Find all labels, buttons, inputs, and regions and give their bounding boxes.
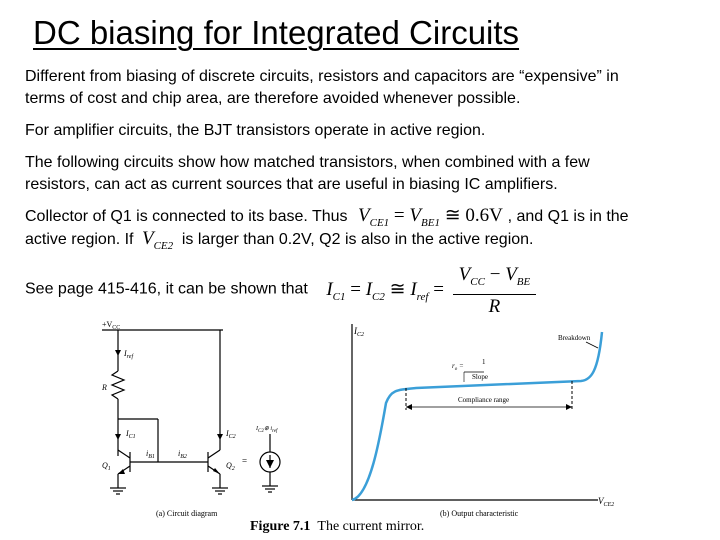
current-source-label: $I_{C2}\oplus$ $i_{ref}$ xyxy=(256,426,278,434)
x-axis-label: $V_{CE2}$ xyxy=(598,496,615,508)
equation-current-mirror: $I_{C1} = I_{C2}$ ≅ $I_{ref}$ = $\frac{V_{CC} - V_{BE}}{R}$ xyxy=(326,279,536,300)
iref-label: $I_{ref}$ xyxy=(124,349,134,360)
output-characteristic-curve xyxy=(352,332,602,500)
q1-label: $Q_1$ xyxy=(102,461,111,472)
figure-number: Figure 7.1 xyxy=(250,519,311,534)
equivalence-sign: = xyxy=(242,456,248,466)
ro-label: $r_o$ = xyxy=(452,362,464,372)
ic1-label: $I_{C1}$ xyxy=(126,429,136,440)
current-mirror-circuit-diagram xyxy=(98,316,308,521)
equation-vce2: $V_{CE2}$ xyxy=(141,228,174,252)
slope-denominator: Slope xyxy=(472,373,488,381)
vcc-label: $+V_{CC}$ xyxy=(102,320,121,331)
paragraph-4-text-c: active region. If xyxy=(25,231,134,248)
paragraph-3-line-2: resistors, can act as current sources that are useful in biasing IC amplifiers. xyxy=(25,176,558,193)
figure-title: The current mirror. xyxy=(317,519,425,534)
q2-label: $Q_2$ xyxy=(226,461,235,472)
ib1-label: $i_{B1}$ xyxy=(146,449,155,460)
ic2-label: $I_{C2}$ xyxy=(226,429,236,440)
circuit-diagram-caption: (a) Circuit diagram xyxy=(156,509,218,518)
figure-caption xyxy=(250,519,424,535)
output-characteristic-graph xyxy=(336,318,626,518)
slope-numerator: 1 xyxy=(482,358,486,366)
resistor-label: R xyxy=(102,383,107,392)
output-characteristic-caption: (b) Output characteristic xyxy=(440,509,519,518)
paragraph-5-text: See page 415-416, it can be shown that xyxy=(25,280,308,298)
slide-title: DC biasing for Integrated Circuits xyxy=(33,14,520,51)
paragraph-5 xyxy=(25,262,536,316)
equation-fraction: $\frac{V_{CC} - V_{BE}}{R}$ xyxy=(453,264,537,318)
compliance-range-label: Compliance range xyxy=(458,396,510,404)
y-axis-label: $I_{C2}$ xyxy=(354,326,365,338)
equation-vce1-equals-vbe1: $V_{CE1} = V_{BE1}$ ≅ 0.6V xyxy=(358,205,503,229)
breakdown-label: Breakdown xyxy=(558,334,591,342)
paragraph-2: For amplifier circuits, the BJT transistors operate in active region. xyxy=(25,122,486,139)
paragraph-4-text-b: , and Q1 is in the xyxy=(507,208,629,225)
paragraph-3-line-1: The following circuits show how matched transistors, when combined with a few xyxy=(25,154,590,171)
paragraph-4-text-a: Collector of Q1 is connected to its base. Thus xyxy=(25,208,348,225)
paragraph-1-line-1: Different from biasing of discrete circuits, resistors and capacitors are “expensive” in xyxy=(25,68,619,85)
paragraph-4-text-d: is larger than 0.2V, Q2 is also in the active region. xyxy=(181,231,534,248)
ib2-label: $i_{B2}$ xyxy=(178,449,187,460)
paragraph-4-line-2 xyxy=(25,228,533,257)
paragraph-1-line-2: terms of cost and chip area, are therefore avoided whenever possible. xyxy=(25,90,521,107)
